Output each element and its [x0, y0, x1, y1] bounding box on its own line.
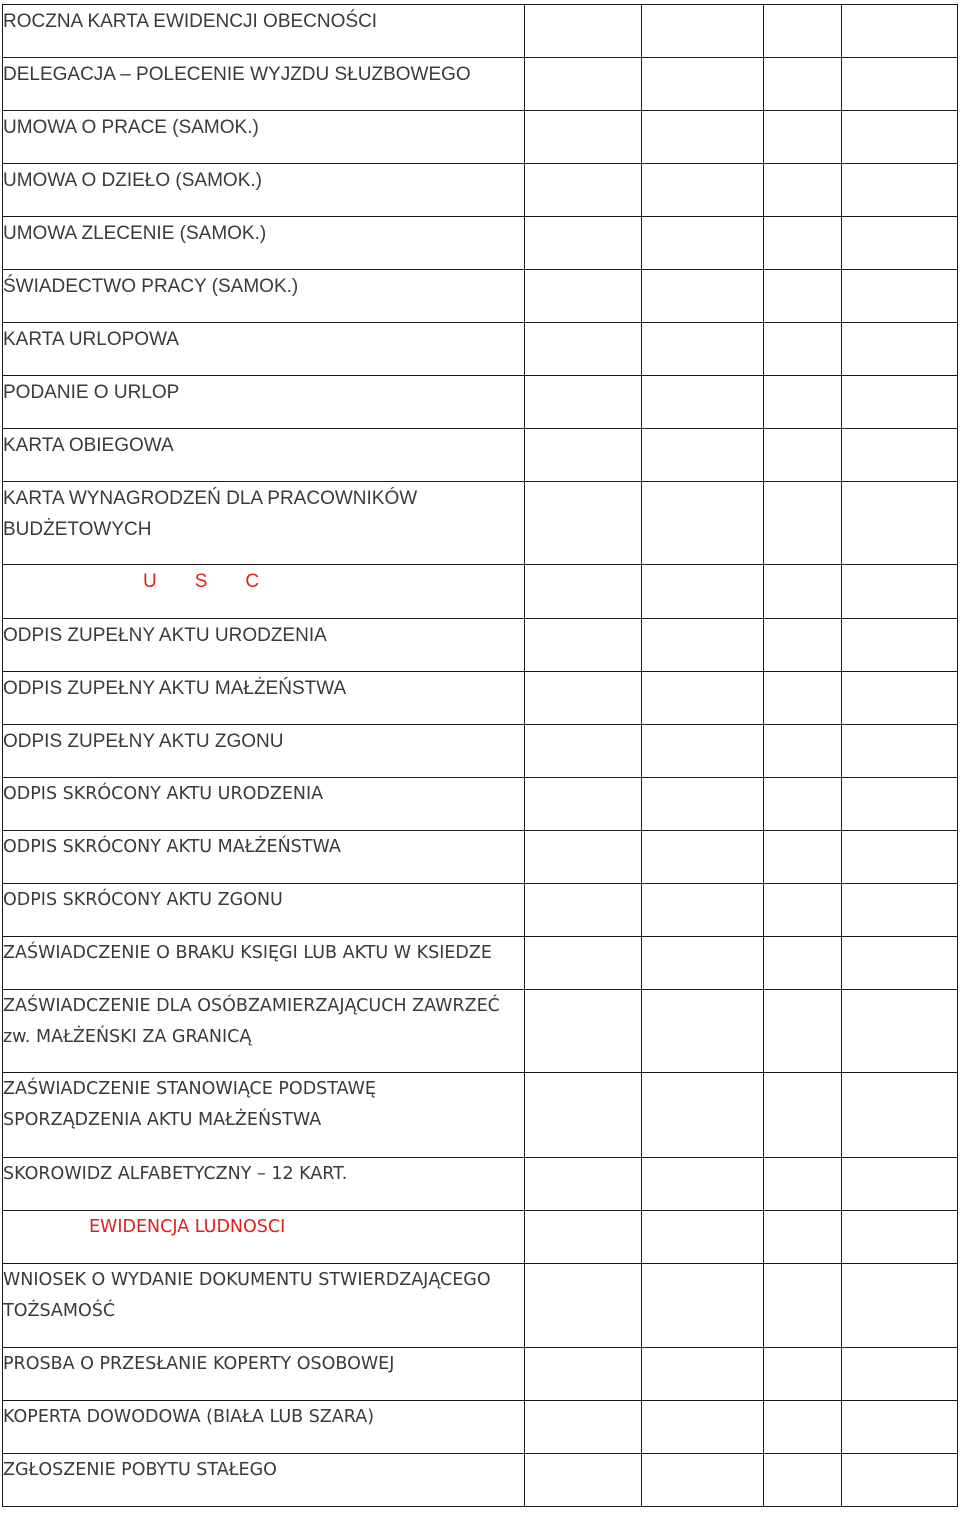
table-row: [3, 429, 958, 482]
entry-cell[interactable]: [764, 672, 842, 725]
entry-cell[interactable]: [842, 884, 958, 937]
entry-cell[interactable]: [525, 376, 642, 429]
table-row: [3, 376, 958, 429]
table-row: [3, 111, 958, 164]
entry-cell[interactable]: [842, 1158, 958, 1211]
entry-cell[interactable]: [764, 1158, 842, 1211]
entry-cell[interactable]: [764, 725, 842, 778]
entry-cell[interactable]: [842, 58, 958, 111]
entry-cell[interactable]: [842, 429, 958, 482]
entry-cell[interactable]: [842, 831, 958, 884]
entry-cell[interactable]: [842, 1401, 958, 1454]
entry-cell[interactable]: [842, 482, 958, 565]
entry-cell[interactable]: [642, 111, 764, 164]
entry-cell[interactable]: [525, 990, 642, 1073]
entry-cell[interactable]: [842, 323, 958, 376]
entry-cell[interactable]: [842, 725, 958, 778]
row-label: [3, 990, 525, 1073]
row-label: [3, 1264, 525, 1348]
entry-cell[interactable]: [525, 937, 642, 990]
table-row: [3, 778, 958, 831]
table-row: [3, 937, 958, 990]
table-row: [3, 482, 958, 565]
entry-cell[interactable]: [642, 1401, 764, 1454]
entry-cell[interactable]: [842, 1348, 958, 1401]
entry-cell[interactable]: [642, 778, 764, 831]
row-label: ODPIS SKRÓCONY AKTU MAŁŻEŃSTWA: [3, 831, 525, 884]
row-label: PODANIE O URLOP: [3, 376, 525, 429]
entry-cell[interactable]: [842, 1073, 958, 1158]
entry-cell[interactable]: [764, 778, 842, 831]
table-row: [3, 58, 958, 111]
row-label: ODPIS SKRÓCONY AKTU URODZENIA: [3, 778, 525, 831]
entry-cell[interactable]: [642, 58, 764, 111]
entry-cell[interactable]: [842, 164, 958, 217]
section-heading-usc: [3, 565, 525, 619]
entry-cell[interactable]: [842, 778, 958, 831]
entry-cell[interactable]: [842, 619, 958, 672]
table-row: [3, 5, 958, 58]
row-label: KOPERTA DOWODOWA (BIAŁA LUB SZARA): [3, 1401, 525, 1454]
row-label: [3, 1073, 525, 1158]
row-label: SKOROWIDZ ALFABETYCZNY – 12 KART.: [3, 1158, 525, 1211]
entry-cell[interactable]: [642, 429, 764, 482]
entry-cell[interactable]: [764, 565, 842, 619]
row-label-line: BUDŻETOWYCH: [3, 519, 152, 540]
entry-cell[interactable]: [525, 5, 642, 58]
row-label: UMOWA ZLECENIE (SAMOK.): [3, 217, 525, 270]
section-heading-ewidencja: EWIDENCJA LUDNOSCI: [3, 1211, 525, 1264]
entry-cell[interactable]: [764, 58, 842, 111]
entry-cell[interactable]: [642, 1211, 764, 1264]
entry-cell[interactable]: [525, 1073, 642, 1158]
entry-cell[interactable]: [525, 1348, 642, 1401]
entry-cell[interactable]: [525, 778, 642, 831]
table-row: [3, 1348, 958, 1401]
entry-cell[interactable]: [842, 990, 958, 1073]
table-row: [3, 164, 958, 217]
entry-cell[interactable]: [764, 619, 842, 672]
entry-cell[interactable]: [842, 672, 958, 725]
row-label: ZAŚWIADCZENIE O BRAKU KSIĘGI LUB AKTU W KSIEDZE: [3, 937, 525, 990]
table-row: [3, 323, 958, 376]
row-label: KARTA URLOPOWA: [3, 323, 525, 376]
entry-cell[interactable]: [525, 1158, 642, 1211]
table-row: [3, 217, 958, 270]
document-form-table: [2, 4, 958, 1507]
row-label: ODPIS ZUPEŁNY AKTU MAŁŻEŃSTWA: [3, 672, 525, 725]
entry-cell[interactable]: [842, 217, 958, 270]
row-label: DELEGACJA – POLECENIE WYJZDU SŁUZBOWEGO: [3, 58, 525, 111]
entry-cell[interactable]: [642, 831, 764, 884]
entry-cell[interactable]: [525, 565, 642, 619]
entry-cell[interactable]: [842, 1264, 958, 1348]
row-label-line: ZAŚWIADCZENIE STANOWIĄCE PODSTAWĘ: [3, 1079, 376, 1099]
entry-cell[interactable]: [842, 937, 958, 990]
entry-cell[interactable]: [525, 725, 642, 778]
entry-cell[interactable]: [525, 58, 642, 111]
row-label-line: KARTA WYNAGRODZEŃ DLA PRACOWNIKÓW: [3, 488, 418, 509]
entry-cell[interactable]: [525, 1454, 642, 1507]
entry-cell[interactable]: [525, 164, 642, 217]
entry-cell[interactable]: [764, 164, 842, 217]
row-label: ROCZNA KARTA EWIDENCJI OBECNOŚCI: [3, 5, 525, 58]
table-row: [3, 1264, 958, 1348]
entry-cell[interactable]: [525, 1401, 642, 1454]
entry-cell[interactable]: [642, 990, 764, 1073]
entry-cell[interactable]: [642, 884, 764, 937]
table-row: [3, 270, 958, 323]
table-row: [3, 672, 958, 725]
entry-cell[interactable]: [764, 111, 842, 164]
entry-cell[interactable]: [764, 1401, 842, 1454]
entry-cell[interactable]: [764, 217, 842, 270]
entry-cell[interactable]: [525, 270, 642, 323]
row-label: KARTA OBIEGOWA: [3, 429, 525, 482]
section-letter: U: [143, 571, 157, 592]
row-label: UMOWA O PRACE (SAMOK.): [3, 111, 525, 164]
table-row: [3, 990, 958, 1073]
entry-cell[interactable]: [764, 5, 842, 58]
entry-cell[interactable]: [764, 831, 842, 884]
entry-cell[interactable]: [842, 376, 958, 429]
entry-cell[interactable]: [842, 270, 958, 323]
row-label-line: zw. MAŁŻEŃSKI ZA GRANICĄ: [3, 1027, 252, 1047]
section-letter: S: [194, 571, 208, 592]
table-row: [3, 1401, 958, 1454]
row-label: PROSBA O PRZESŁANIE KOPERTY OSOBOWEJ: [3, 1348, 525, 1401]
entry-cell[interactable]: [525, 429, 642, 482]
entry-cell[interactable]: [642, 1264, 764, 1348]
entry-cell[interactable]: [842, 1211, 958, 1264]
row-label: ODPIS ZUPEŁNY AKTU ZGONU: [3, 725, 525, 778]
entry-cell[interactable]: [642, 164, 764, 217]
entry-cell[interactable]: [525, 884, 642, 937]
table-row: [3, 884, 958, 937]
entry-cell[interactable]: [525, 111, 642, 164]
entry-cell[interactable]: [525, 672, 642, 725]
entry-cell[interactable]: [764, 937, 842, 990]
entry-cell[interactable]: [764, 323, 842, 376]
entry-cell[interactable]: [642, 217, 764, 270]
entry-cell[interactable]: [642, 565, 764, 619]
row-label: ZGŁOSZENIE POBYTU STAŁEGO: [3, 1454, 525, 1507]
row-label: UMOWA O DZIEŁO (SAMOK.): [3, 164, 525, 217]
entry-cell[interactable]: [764, 270, 842, 323]
entry-cell[interactable]: [642, 1454, 764, 1507]
entry-cell[interactable]: [642, 482, 764, 565]
row-label-line: SPORZĄDZENIA AKTU MAŁŻEŃSTWA: [3, 1110, 322, 1130]
entry-cell[interactable]: [764, 1348, 842, 1401]
section-letter: C: [245, 571, 260, 592]
entry-cell[interactable]: [642, 725, 764, 778]
entry-cell[interactable]: [525, 482, 642, 565]
table-row: [3, 725, 958, 778]
entry-cell[interactable]: [642, 376, 764, 429]
entry-cell[interactable]: [764, 1073, 842, 1158]
section-row: [3, 565, 958, 619]
entry-cell[interactable]: [525, 217, 642, 270]
entry-cell[interactable]: [764, 429, 842, 482]
entry-cell[interactable]: [525, 1211, 642, 1264]
row-label: ODPIS SKRÓCONY AKTU ZGONU: [3, 884, 525, 937]
entry-cell[interactable]: [842, 1454, 958, 1507]
entry-cell[interactable]: [764, 1454, 842, 1507]
row-label-line: TOŻSAMOŚĆ: [3, 1301, 116, 1321]
entry-cell[interactable]: [525, 1264, 642, 1348]
row-label: [3, 482, 525, 565]
row-label: ODPIS ZUPEŁNY AKTU URODZENIA: [3, 619, 525, 672]
row-label-line: WNIOSEK O WYDANIE DOKUMENTU STWIERDZAJĄCEGO: [3, 1270, 491, 1290]
form-body: [3, 5, 958, 1507]
entry-cell[interactable]: [842, 565, 958, 619]
entry-cell[interactable]: [525, 323, 642, 376]
table-row: [3, 619, 958, 672]
table-row: [3, 1073, 958, 1158]
entry-cell[interactable]: [764, 1264, 842, 1348]
section-row: [3, 1211, 958, 1264]
entry-cell[interactable]: [764, 990, 842, 1073]
entry-cell[interactable]: [642, 1158, 764, 1211]
entry-cell[interactable]: [842, 111, 958, 164]
entry-cell[interactable]: [642, 937, 764, 990]
entry-cell[interactable]: [525, 619, 642, 672]
entry-cell[interactable]: [642, 5, 764, 58]
entry-cell[interactable]: [642, 619, 764, 672]
row-label: ŚWIADECTWO PRACY (SAMOK.): [3, 270, 525, 323]
entry-cell[interactable]: [642, 323, 764, 376]
entry-cell[interactable]: [842, 5, 958, 58]
entry-cell[interactable]: [764, 376, 842, 429]
entry-cell[interactable]: [642, 672, 764, 725]
entry-cell[interactable]: [525, 831, 642, 884]
entry-cell[interactable]: [642, 1073, 764, 1158]
entry-cell[interactable]: [764, 1211, 842, 1264]
entry-cell[interactable]: [642, 270, 764, 323]
table-row: [3, 1158, 958, 1211]
entry-cell[interactable]: [764, 482, 842, 565]
entry-cell[interactable]: [642, 1348, 764, 1401]
table-row: [3, 831, 958, 884]
entry-cell[interactable]: [764, 884, 842, 937]
table-row: [3, 1454, 958, 1507]
row-label-line: ZAŚWIADCZENIE DLA OSÓBZAMIERZAJĄCUCH ZAWRZEĆ: [3, 996, 500, 1016]
